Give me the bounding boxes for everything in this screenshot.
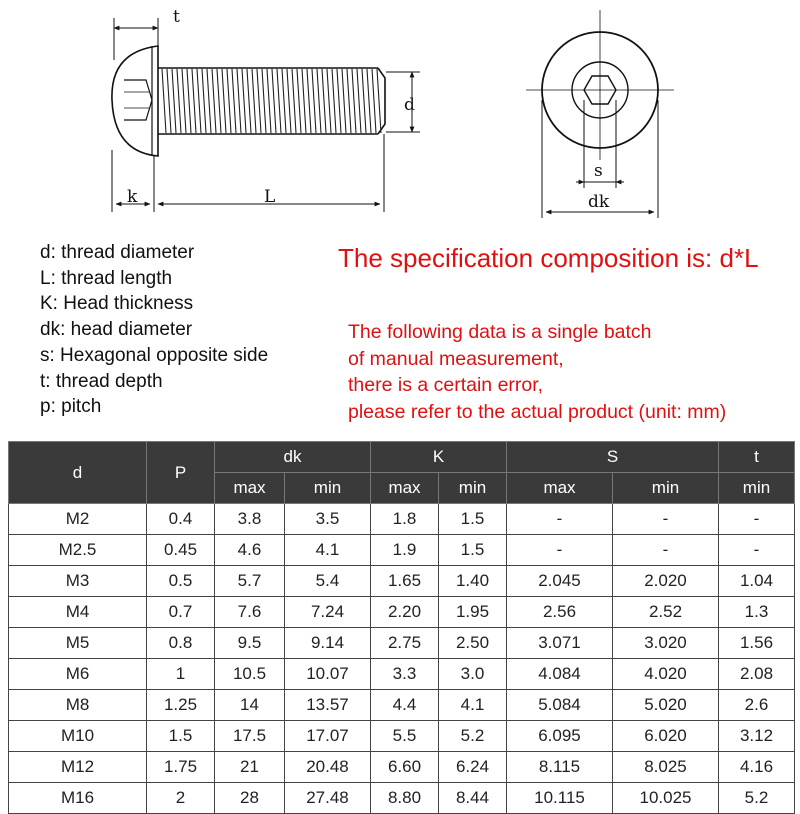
table-cell: 5.7 [215, 566, 285, 597]
table-cell: M3 [9, 566, 147, 597]
table-cell: M2.5 [9, 535, 147, 566]
table-cell: M10 [9, 721, 147, 752]
table-cell: 2.20 [371, 597, 439, 628]
screw-drawing [0, 0, 800, 232]
table-cell: 7.24 [285, 597, 371, 628]
table-body [9, 504, 795, 814]
table-cell: 1.56 [719, 628, 795, 659]
col-header-p: P [147, 442, 215, 504]
table-row [9, 752, 795, 783]
legend-item: p: pitch [40, 396, 102, 418]
table-cell: 6.24 [439, 752, 507, 783]
subheader-cell: min [285, 473, 371, 504]
table-cell: 0.45 [147, 535, 215, 566]
note-line: there is a certain error, [348, 374, 544, 396]
table-row [9, 566, 795, 597]
table-cell: 1 [147, 659, 215, 690]
dim-L-label: L [264, 187, 276, 207]
table-cell: - [507, 535, 613, 566]
table-cell: 2.045 [507, 566, 613, 597]
dim-t-label: t [173, 7, 180, 27]
table-cell: 10.5 [215, 659, 285, 690]
table-row [9, 597, 795, 628]
table-cell: M4 [9, 597, 147, 628]
table-cell: 1.5 [147, 721, 215, 752]
subheader-cell: max [215, 473, 285, 504]
table-cell: 8.025 [613, 752, 719, 783]
table-cell: 2.020 [613, 566, 719, 597]
table-cell: 28 [215, 783, 285, 814]
table-cell: 1.40 [439, 566, 507, 597]
table-cell: 14 [215, 690, 285, 721]
table-cell: 5.2 [719, 783, 795, 814]
measurement-note [348, 319, 726, 425]
col-header-t: t [719, 442, 795, 473]
table-row [9, 783, 795, 814]
table-row [9, 721, 795, 752]
table-cell: 3.3 [371, 659, 439, 690]
spec-composition-title: The specification composition is: d*L [338, 243, 759, 273]
table-cell: 3.071 [507, 628, 613, 659]
table-cell: 8.44 [439, 783, 507, 814]
table-cell: M6 [9, 659, 147, 690]
col-header-s: S [507, 442, 719, 473]
table-cell: 9.5 [215, 628, 285, 659]
table-row [9, 659, 795, 690]
table-cell: 0.5 [147, 566, 215, 597]
subheader-cell: min [613, 473, 719, 504]
table-cell: - [613, 535, 719, 566]
legend-item: dk: head diameter [40, 319, 193, 341]
table-cell: 2.08 [719, 659, 795, 690]
table-cell: 0.4 [147, 504, 215, 535]
table-cell: 1.04 [719, 566, 795, 597]
table-cell: M16 [9, 783, 147, 814]
table-cell: 1.3 [719, 597, 795, 628]
legend-item: d: thread diameter [40, 242, 195, 263]
subheader-cell: min [439, 473, 507, 504]
col-header-d: d [9, 442, 147, 504]
table-cell: 10.025 [613, 783, 719, 814]
table-cell: - [507, 504, 613, 535]
table-cell: 1.95 [439, 597, 507, 628]
table-cell: 4.1 [439, 690, 507, 721]
table-row [9, 690, 795, 721]
legend-item: L: thread length [40, 267, 173, 289]
dim-s-label: s [594, 161, 603, 181]
table-cell: - [719, 504, 795, 535]
symbol-legend [40, 240, 268, 420]
table-cell: 5.5 [371, 721, 439, 752]
table-cell: 17.07 [285, 721, 371, 752]
table-cell: - [719, 535, 795, 566]
table-cell: 5.2 [439, 721, 507, 752]
subheader-cell: max [507, 473, 613, 504]
table-cell: 4.1 [285, 535, 371, 566]
dim-dk-label: dk [588, 192, 610, 212]
table-cell: 1.9 [371, 535, 439, 566]
table-cell: M8 [9, 690, 147, 721]
legend-item: t: thread depth [40, 370, 163, 392]
legend-item: K: Head thickness [40, 293, 194, 315]
table-cell: 6.60 [371, 752, 439, 783]
table-cell: 27.48 [285, 783, 371, 814]
table-cell: 4.4 [371, 690, 439, 721]
table-row [9, 504, 795, 535]
table-cell: 1.8 [371, 504, 439, 535]
table-cell: 1.25 [147, 690, 215, 721]
dim-d-label: d [404, 95, 415, 115]
table-cell: 1.5 [439, 504, 507, 535]
table-cell: 5.020 [613, 690, 719, 721]
table-cell: 7.6 [215, 597, 285, 628]
table-cell: 3.5 [285, 504, 371, 535]
dim-k-label: k [127, 187, 138, 207]
table-row [9, 628, 795, 659]
table-cell: 1.75 [147, 752, 215, 783]
table-cell: 2.6 [719, 690, 795, 721]
table-cell: M5 [9, 628, 147, 659]
table-cell: 3.12 [719, 721, 795, 752]
col-header-dk: dk [215, 442, 371, 473]
table-cell: 13.57 [285, 690, 371, 721]
table-cell: 9.14 [285, 628, 371, 659]
subheader-cell: max [371, 473, 439, 504]
screw-top-view [526, 10, 674, 218]
spec-table [8, 441, 795, 814]
table-cell: 8.115 [507, 752, 613, 783]
table-cell: 17.5 [215, 721, 285, 752]
table-cell: 4.16 [719, 752, 795, 783]
table-cell: 21 [215, 752, 285, 783]
table-cell: M12 [9, 752, 147, 783]
thread-lines [162, 69, 381, 133]
table-cell: 20.48 [285, 752, 371, 783]
table-cell: 10.115 [507, 783, 613, 814]
table-cell: 8.80 [371, 783, 439, 814]
table-cell: 2.75 [371, 628, 439, 659]
note-line: The following data is a single batch [348, 321, 652, 343]
legend-item: s: Hexagonal opposite side [40, 344, 269, 366]
table-cell: 2.50 [439, 628, 507, 659]
table-cell: 4.020 [613, 659, 719, 690]
subheader-cell: min [719, 473, 795, 504]
table-cell: 0.7 [147, 597, 215, 628]
table-cell: 5.4 [285, 566, 371, 597]
table-cell: 5.084 [507, 690, 613, 721]
table-cell: 2 [147, 783, 215, 814]
table-cell: M2 [9, 504, 147, 535]
note-line: please refer to the actual product (unit: mm) [348, 400, 727, 423]
table-cell: 3.8 [215, 504, 285, 535]
table-cell: 2.56 [507, 597, 613, 628]
table-cell: 10.07 [285, 659, 371, 690]
table-cell: 4.084 [507, 659, 613, 690]
table-cell: - [613, 504, 719, 535]
table-cell: 1.65 [371, 566, 439, 597]
table-cell: 1.5 [439, 535, 507, 566]
table-cell: 2.52 [613, 597, 719, 628]
note-line: of manual measurement, [348, 347, 564, 370]
table-cell: 6.095 [507, 721, 613, 752]
table-cell: 3.0 [439, 659, 507, 690]
table-row [9, 535, 795, 566]
table-cell: 0.8 [147, 628, 215, 659]
table-header-row [9, 442, 795, 473]
table-cell: 4.6 [215, 535, 285, 566]
table-cell: 6.020 [613, 721, 719, 752]
table-cell: 3.020 [613, 628, 719, 659]
col-header-k: K [371, 442, 507, 473]
